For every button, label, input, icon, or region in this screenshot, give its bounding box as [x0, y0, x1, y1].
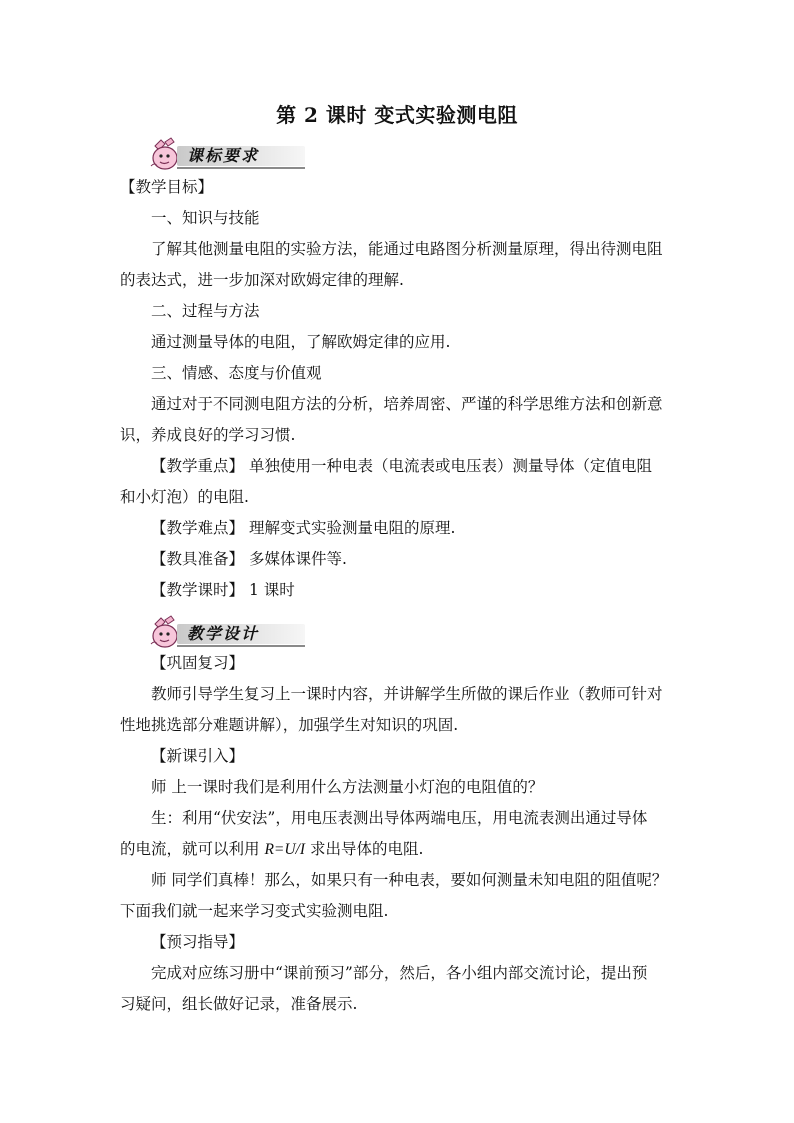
review-line1: 教师引导学生复习上一课时内容，并讲解学生所做的课后作业（教师可针对 [151, 685, 663, 703]
banner-label: 课标要求 [187, 146, 260, 165]
knowledge-skills-text-line2: 的表达式，进一步加深对欧姆定律的理解. [120, 271, 404, 289]
design-section [120, 648, 676, 1020]
preview-heading: 【预习指导】 [151, 933, 245, 951]
banner-underline [177, 645, 305, 647]
process-methods-title: 二、过程与方法 [151, 302, 260, 320]
preview-line2: 习疑问，组长做好记录，准备展示. [120, 995, 358, 1013]
key-points-line1 [120, 451, 676, 482]
hours-line [120, 575, 676, 606]
review-heading: 【巩固复习】 [151, 654, 245, 672]
hours-text: 1 课时 [248, 581, 295, 599]
ohm-formula: R=U/I [264, 841, 306, 858]
section-banner-design [147, 614, 307, 650]
knowledge-skills-text-line1: 了解其他测量电阻的实验方法，能通过电路图分析测量原理，得出待测电阻 [151, 240, 663, 258]
banner-underline [177, 167, 305, 169]
attitude-values-text-line2: 识，养成良好的学习习惯. [120, 426, 296, 444]
attitude-values-title: 三、情感、态度与价值观 [151, 364, 322, 382]
student-answer-line2-a: 的电流，就可以利用 [120, 840, 265, 858]
difficulty-line [120, 513, 676, 544]
objectives-heading: 【教学目标】 [120, 178, 214, 196]
materials-text: 多媒体课件等. [248, 550, 347, 568]
student-answer-line1: 生：利用“伏安法”，用电压表测出导体两端电压，用电流表测出通过导体 [151, 809, 648, 827]
difficulty-text: 理解变式实验测量电阻的原理. [248, 519, 456, 537]
knowledge-skills-title: 一、知识与技能 [151, 209, 260, 227]
objectives-section [120, 172, 676, 606]
hours-label: 【教学课时】 [151, 581, 245, 599]
materials-label: 【教具准备】 [151, 550, 245, 568]
teacher-question: 师 上一课时我们是利用什么方法测量小灯泡的电阻值的？ [151, 778, 544, 796]
process-methods-text: 通过测量导体的电阻，了解欧姆定律的应用. [151, 333, 451, 351]
materials-line [120, 544, 676, 575]
page-title: 第 2 课时 变式实验测电阻 [276, 103, 518, 127]
teacher-praise-line1: 师 同学们真棒！那么，如果只有一种电表，要如何测量未知电阻的阻值呢？ [151, 871, 668, 889]
student-answer-line2-b: 求出导体的电阻. [305, 840, 424, 858]
key-points-text-line1: 单独使用一种电表（电流表或电压表）测量导体（定值电阻 [248, 457, 652, 475]
difficulty-label: 【教学难点】 [151, 519, 245, 537]
attitude-values-text-line1: 通过对于不同测电阻方法的分析，培养周密、严谨的科学思维方法和创新意 [151, 395, 663, 413]
intro-heading: 【新课引入】 [151, 747, 245, 765]
banner-label: 教学设计 [187, 624, 260, 643]
teacher-praise-line2: 下面我们就一起来学习变式实验测电阻. [120, 902, 389, 920]
review-line2: 性地挑选部分难题讲解），加强学生对知识的巩固. [120, 716, 459, 734]
section-banner-requirements [147, 136, 307, 172]
key-points-label: 【教学重点】 [151, 457, 245, 475]
key-points-text-line2: 和小灯泡）的电阻. [120, 488, 249, 506]
student-answer-line2 [120, 834, 676, 865]
preview-line1: 完成对应练习册中“课前预习”部分，然后，各小组内部交流讨论，提出预 [151, 964, 648, 982]
